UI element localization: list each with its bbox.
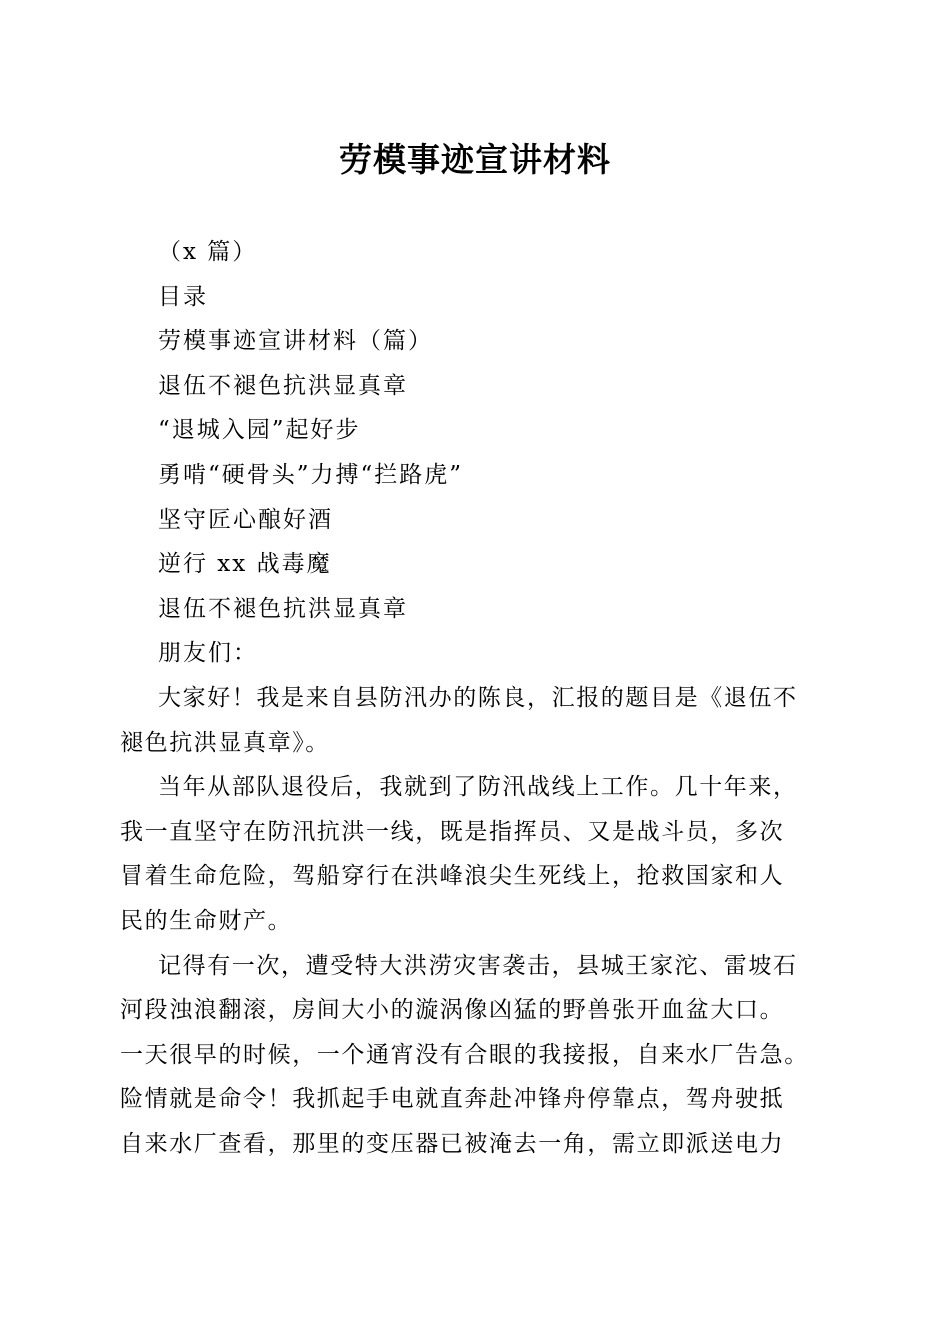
document-subtitle: （x 篇） <box>158 239 258 265</box>
toc-item: 退伍不褪色抗洪显真章 <box>158 372 408 399</box>
paragraph-line: 冒着生命危险，驾船穿行在洪峰浪尖生死线上，抢救国家和人 <box>120 863 785 890</box>
paragraph-line: 河段浊浪翻滚，房间大小的漩涡像凶猛的野兽张开血盆大口。 <box>120 997 785 1024</box>
toc-heading: 目录 <box>158 283 208 310</box>
toc-item: 坚守匠心酿好酒 <box>158 506 333 533</box>
toc-item: 退伍不褪色抗洪显真章 <box>158 595 408 622</box>
paragraph-line: 我一直坚守在防汛抗洪一线，既是指挥员、又是战斗员，多次 <box>120 818 785 845</box>
paragraph-line: 民的生命财产。 <box>120 907 293 934</box>
paragraph-line: 当年从部队退役后，我就到了防汛战线上工作。几十年来， <box>158 774 798 801</box>
paragraph-line: 记得有一次，遭受特大洪涝灾害袭击，县城王家沱、雷坡石 <box>158 952 798 979</box>
toc-item: 劳模事迹宣讲材料（篇） <box>158 328 433 355</box>
table-of-contents <box>158 230 463 676</box>
paragraph-line: 一天很早的时候，一个通宵没有合眼的我接报，自来水厂告急。 <box>120 1041 809 1068</box>
paragraph-line: 大家好！我是来自县防汛办的陈良，汇报的题目是《退伍不 <box>158 685 798 711</box>
paragraph <box>120 765 836 943</box>
body-text <box>120 676 836 1167</box>
toc-item: “退城入园”起好步 <box>158 417 361 444</box>
paragraph-line: 自来水厂查看，那里的变压器已被淹去一角，需立即派送电力 <box>120 1130 785 1157</box>
document-title: 劳模事迹宣讲材料 <box>339 140 611 179</box>
paragraph-line: 褪色抗洪显真章》。 <box>120 729 330 756</box>
paragraph <box>120 676 836 765</box>
paragraph <box>120 944 836 1167</box>
toc-item: 勇啃“硬骨头”力搏“拦路虎” <box>158 461 464 488</box>
toc-item: 逆行 xx 战毒魔 <box>158 551 332 578</box>
paragraph-line: 险情就是命令！我抓起手电就直奔赴冲锋舟停靠点，驾舟驶抵 <box>120 1086 785 1113</box>
greeting: 朋友们： <box>158 640 258 667</box>
